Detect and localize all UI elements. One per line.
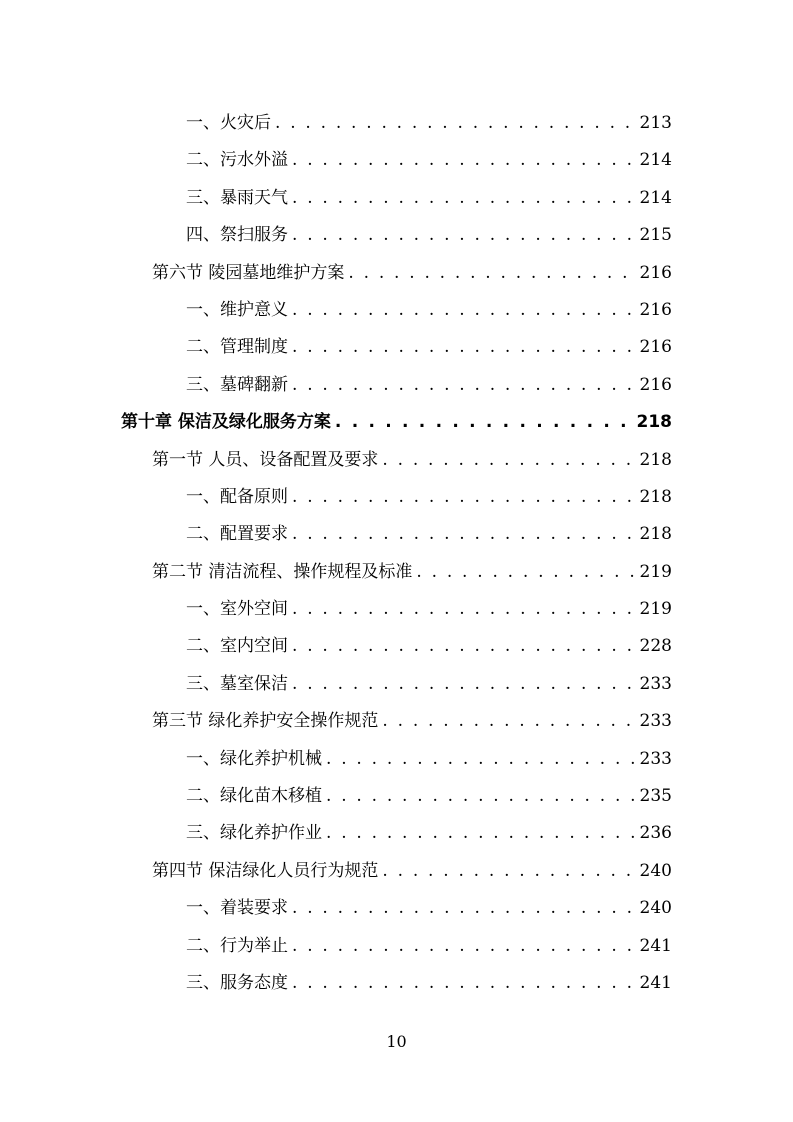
toc-entry-page: 216 — [639, 337, 672, 358]
toc-entry-page: 218 — [639, 524, 672, 545]
toc-entry-row — [186, 781, 672, 806]
dot-leader — [275, 113, 636, 133]
toc-entry-title: 第一节 人员、设备配置及要求 — [152, 449, 379, 470]
toc-entry-title: 三、墓室保洁 — [186, 673, 288, 694]
toc-entry-page: 219 — [639, 561, 672, 582]
toc-entry-row — [186, 370, 672, 395]
toc-entry-row — [186, 818, 672, 843]
page-number: 10 — [386, 1032, 407, 1051]
toc-entry-page: 219 — [639, 599, 672, 620]
toc-entry-page: 218 — [639, 486, 672, 507]
toc-section-entry[interactable] — [0, 549, 793, 586]
toc-entry-title: 三、暴雨天气 — [186, 187, 288, 208]
toc-entry-title: 第二节 清洁流程、操作规程及标准 — [152, 561, 413, 582]
toc-entry-title: 一、火灾后 — [186, 113, 271, 133]
toc-subsection-entry[interactable] — [0, 885, 793, 922]
dot-leader — [292, 636, 636, 656]
toc-entry-title: 二、污水外溢 — [186, 150, 288, 171]
toc-subsection-entry[interactable] — [0, 810, 793, 847]
toc-entry-page: 218 — [639, 449, 672, 470]
toc-entry-title: 一、配备原则 — [186, 486, 288, 507]
dot-leader — [292, 300, 636, 320]
toc-subsection-entry[interactable] — [0, 623, 793, 660]
dot-leader — [382, 861, 635, 881]
dot-leader — [326, 749, 636, 769]
toc-entry-row — [152, 445, 672, 470]
toc-entry-title: 第三节 绿化养护安全操作规范 — [152, 711, 379, 732]
toc-entry-title: 第六节 陵园墓地维护方案 — [152, 262, 345, 283]
dot-leader — [416, 562, 635, 582]
dot-leader — [382, 450, 635, 470]
dot-leader — [292, 599, 636, 619]
toc-subsection-entry[interactable] — [0, 960, 793, 997]
toc-entry-page: 214 — [639, 150, 672, 171]
dot-leader — [292, 973, 636, 993]
dot-leader — [326, 823, 636, 843]
toc-subsection-entry[interactable] — [0, 661, 793, 698]
toc-chapter-entry[interactable] — [0, 399, 793, 436]
toc-entry-page: 215 — [639, 225, 672, 246]
toc-entry-title: 一、维护意义 — [186, 299, 288, 320]
dot-leader — [292, 337, 636, 357]
dot-leader — [348, 263, 635, 283]
toc-entry-title: 二、配置要求 — [186, 524, 288, 545]
toc-entry-page: 241 — [639, 935, 672, 956]
toc-entry-row — [186, 968, 672, 993]
toc-subsection-entry[interactable] — [0, 137, 793, 174]
toc-subsection-entry[interactable] — [0, 511, 793, 548]
toc-section-entry[interactable] — [0, 698, 793, 735]
toc-subsection-entry[interactable] — [0, 287, 793, 324]
toc-subsection-entry[interactable] — [0, 324, 793, 361]
toc-entry-row — [186, 519, 672, 544]
toc-entry-row — [186, 631, 672, 656]
toc-entry-title: 二、室内空间 — [186, 636, 288, 657]
dot-leader — [292, 150, 636, 170]
toc-subsection-entry[interactable] — [0, 362, 793, 399]
toc-entry-page: 233 — [639, 748, 672, 769]
toc-entry-row — [186, 893, 672, 918]
toc-entry-page: 218 — [636, 412, 672, 433]
toc-entry-page: 235 — [639, 786, 672, 807]
dot-leader — [335, 412, 633, 432]
toc-entry-row — [186, 931, 672, 956]
toc-entry-title: 三、服务态度 — [186, 972, 288, 993]
toc-entry-row — [186, 108, 672, 133]
toc-entry-page: 240 — [639, 898, 672, 919]
toc-section-entry[interactable] — [0, 250, 793, 287]
toc-subsection-entry[interactable] — [0, 773, 793, 810]
toc-entry-page: 240 — [639, 860, 672, 881]
dot-leader — [292, 524, 636, 544]
toc-entry-row — [186, 295, 672, 320]
toc-entry-row — [152, 258, 672, 283]
table-of-contents — [0, 100, 793, 997]
toc-entry-row — [186, 183, 672, 208]
toc-section-entry[interactable] — [0, 848, 793, 885]
toc-entry-title: 二、绿化苗木移植 — [186, 786, 322, 807]
dot-leader — [292, 898, 636, 918]
dot-leader — [382, 711, 635, 731]
toc-entry-title: 三、墓碑翻新 — [186, 374, 288, 395]
dot-leader — [292, 188, 636, 208]
toc-entry-title: 一、着装要求 — [186, 898, 288, 919]
toc-entry-title: 二、行为举止 — [186, 935, 288, 956]
dot-leader — [292, 375, 636, 395]
toc-subsection-entry[interactable] — [0, 474, 793, 511]
toc-entry-page: 216 — [639, 299, 672, 320]
toc-entry-row — [186, 482, 672, 507]
toc-entry-page: 236 — [639, 823, 672, 844]
toc-entry-page: 213 — [639, 113, 672, 133]
toc-entry-page: 233 — [639, 711, 672, 732]
toc-entry-title: 一、绿化养护机械 — [186, 748, 322, 769]
toc-entry-row — [186, 220, 672, 245]
toc-entry-page: 216 — [639, 262, 672, 283]
toc-subsection-entry[interactable] — [0, 175, 793, 212]
toc-entry-row — [186, 332, 672, 357]
dot-leader — [292, 487, 636, 507]
dot-leader — [326, 786, 636, 806]
toc-entry-page: 216 — [639, 374, 672, 395]
toc-entry-row — [186, 669, 672, 694]
toc-entry-page: 233 — [639, 673, 672, 694]
toc-entry-row — [186, 594, 672, 619]
toc-subsection-entry[interactable] — [0, 100, 793, 137]
toc-entry-row — [152, 557, 672, 582]
toc-entry-page: 214 — [639, 187, 672, 208]
toc-subsection-entry[interactable] — [0, 212, 793, 249]
toc-subsection-entry[interactable] — [0, 736, 793, 773]
toc-entry-row — [121, 407, 672, 432]
toc-entry-title: 二、管理制度 — [186, 337, 288, 358]
dot-leader — [292, 225, 636, 245]
toc-entry-title: 第四节 保洁绿化人员行为规范 — [152, 860, 379, 881]
toc-entry-title: 第十章 保洁及绿化服务方案 — [121, 412, 331, 433]
toc-entry-title: 一、室外空间 — [186, 599, 288, 620]
dot-leader — [292, 674, 636, 694]
toc-entry-title: 四、祭扫服务 — [186, 225, 288, 246]
dot-leader — [292, 936, 636, 956]
toc-subsection-entry[interactable] — [0, 923, 793, 960]
toc-section-entry[interactable] — [0, 437, 793, 474]
toc-subsection-entry[interactable] — [0, 586, 793, 623]
toc-entry-page: 228 — [639, 636, 672, 657]
toc-entry-row — [152, 856, 672, 881]
toc-entry-row — [152, 706, 672, 731]
toc-entry-row — [186, 145, 672, 170]
toc-entry-row — [186, 744, 672, 769]
toc-entry-title: 三、绿化养护作业 — [186, 823, 322, 844]
toc-entry-page: 241 — [639, 972, 672, 993]
